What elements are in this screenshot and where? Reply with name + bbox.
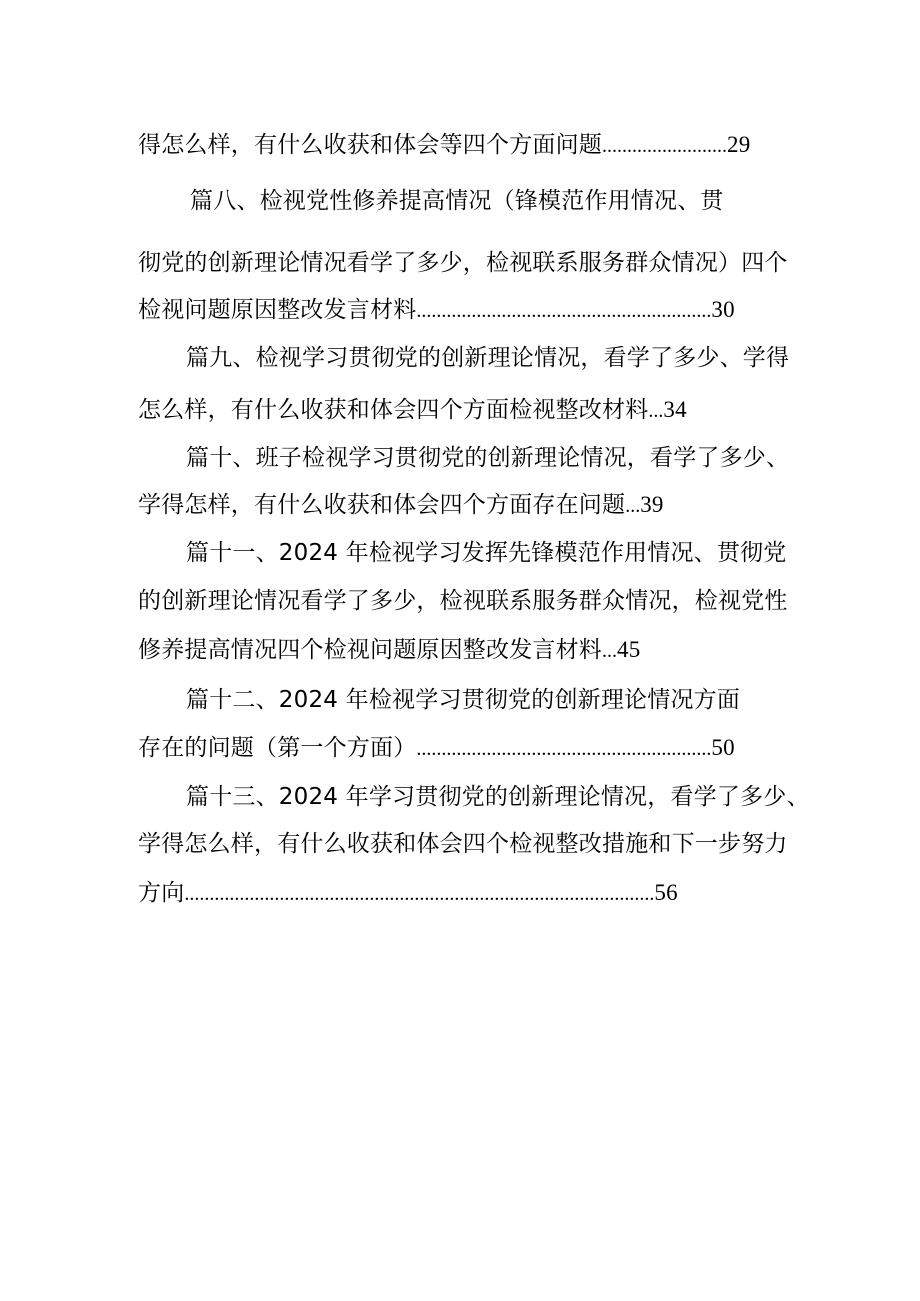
toc-entry-text: 的创新理论情况看学了多少，检视联系服务群众情况，检视党性 [138,588,788,614]
toc-entry-text: 方向 [138,880,185,906]
toc-entry-heading [186,538,786,568]
toc-entry-line [138,586,788,616]
toc-entry-line [138,248,788,278]
toc-entry-line [138,490,664,520]
toc-entry-text: 得怎么样，有什么收获和体会等四个方面问题 [138,132,602,158]
toc-entry-text: 篇十二、2024 年检视学习贯彻党的创新理论情况方面 [186,687,741,713]
toc-entry-line [138,733,735,763]
toc-entry-line [138,395,687,425]
toc-entry-text: 篇十、班子检视学习贯彻党的创新理论情况，看学了多少、 [186,445,790,471]
toc-page-number: 29 [727,132,751,157]
toc-entry-heading [186,782,810,812]
toc-page-number: 39 [640,492,664,517]
toc-entry-heading [190,186,724,216]
toc-entry-line [138,130,750,160]
toc-leader-dots: ... [625,495,641,517]
toc-leader-dots: .............................................................................................. [184,883,655,905]
toc-entry-text: 存在的问题（第一个方面） [138,735,417,761]
toc-page-number: 30 [711,297,735,322]
toc-entry-heading [186,685,740,715]
toc-entry-heading [186,343,789,373]
toc-entry-heading [186,443,789,473]
toc-entry-text: 篇十一、2024 年检视学习发挥先锋模范作用情况、贯彻党 [186,540,787,566]
toc-entry-text: 篇八、检视党性修养提高情况（锋模范作用情况、贯 [190,188,724,214]
toc-entry-text: 怎么样，有什么收获和体会四个方面检视整改材料 [138,397,649,423]
toc-page-number: 34 [663,397,687,422]
toc-entry-text: 学得怎么样，有什么收获和体会四个检视整改措施和下一步努力 [138,831,788,857]
toc-entry-text: 篇九、检视学习贯彻党的创新理论情况，看学了多少、学得 [186,345,790,371]
toc-entry-text: 学得怎样，有什么收获和体会四个方面存在问题 [138,492,626,518]
toc-leader-dots: ........................................................... [416,738,712,760]
toc-entry-text: 检视问题原因整改发言材料 [138,297,417,323]
toc-entry-line [138,878,678,908]
toc-entry-line [138,295,735,325]
toc-entry-text: 彻党的创新理论情况看学了多少，检视联系服务群众情况）四个 [138,250,788,276]
toc-page-number: 50 [711,735,735,760]
toc-entry-line [138,635,640,665]
toc-leader-dots: ......................... [602,135,727,157]
toc-page-number: 56 [654,880,678,905]
toc-leader-dots: ... [648,400,664,422]
toc-entry-line [138,829,788,859]
toc-leader-dots: ... [602,640,617,662]
toc-entry-text: 篇十三、2024 年学习贯彻党的创新理论情况，看学了多少、 [186,784,810,810]
toc-page-number: 45 [617,637,641,662]
toc-leader-dots: ........................................................... [416,300,712,322]
toc-entry-text: 修养提高情况四个检视问题原因整改发言材料 [138,637,602,663]
